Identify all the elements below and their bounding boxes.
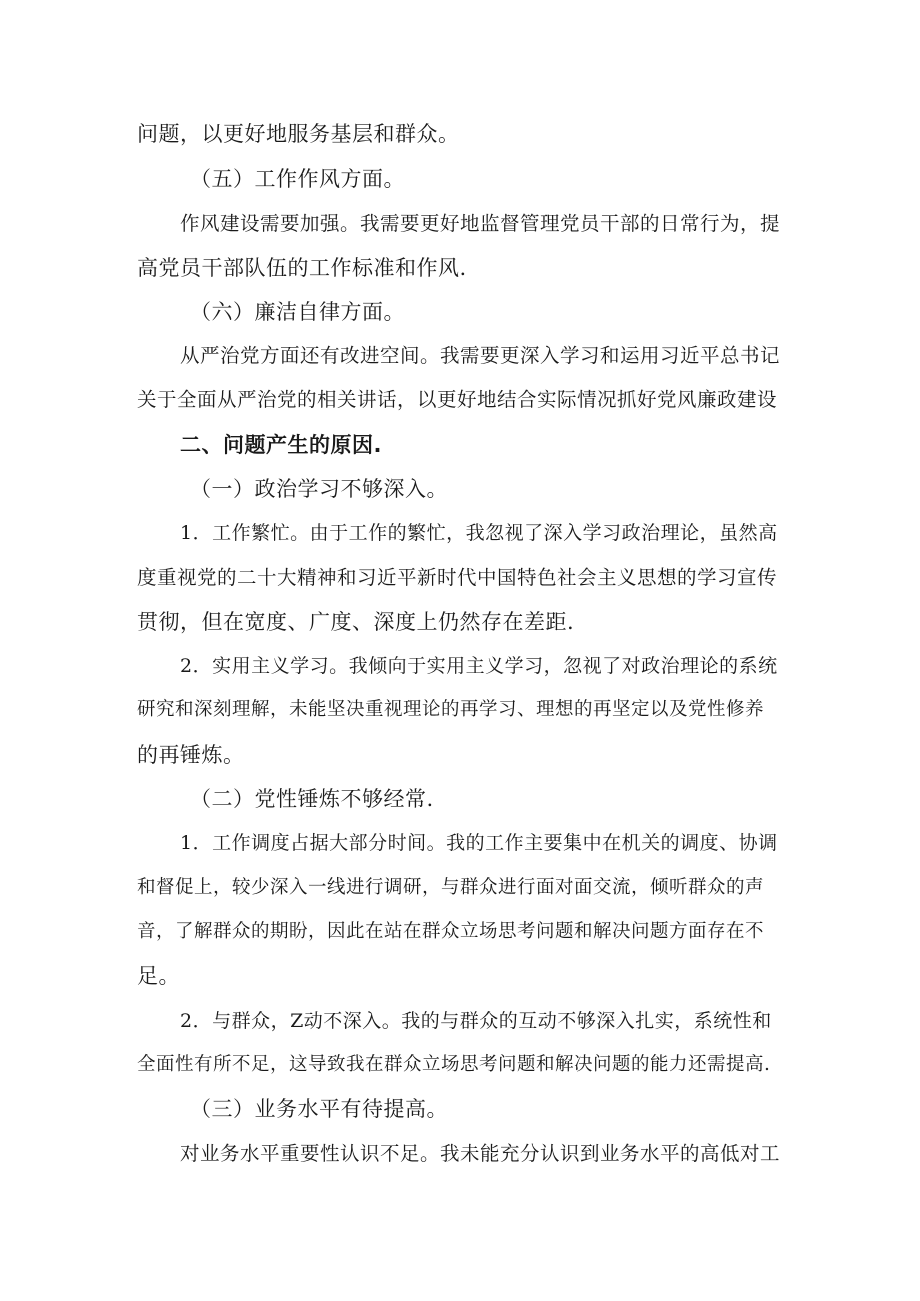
paragraph-line: 1．工作繁忙。由于工作的繁忙，我忽视了深入学习政治理论，虽然高: [180, 522, 778, 544]
section-heading: （二）党性锤炼不够经常.: [190, 787, 434, 811]
paragraph-line: 音，了解群众的期盼，因此在站在群众立场思考问题和解决问题方面存在不: [137, 921, 765, 942]
chapter-heading: 二、问题产生的原因.: [180, 433, 382, 457]
section-heading: （六）廉洁自律方面。: [190, 300, 405, 324]
paragraph-line: 高党员干部队伍的工作标准和作风.: [137, 256, 467, 280]
paragraph-line: 贯彻，但在宽度、广度、深度上仍然存在差距.: [137, 610, 575, 634]
paragraph-line: 对业务水平重要性认识不足。我未能充分认识到业务水平的高低对工: [180, 1142, 781, 1165]
paragraph-line: 2．实用主义学习。我倾向于实用主义学习，忽视了对政治理论的系统: [180, 655, 778, 677]
paragraph-line: 问题，以更好地服务基层和群众。: [137, 122, 460, 146]
paragraph-line: 全面性有所不足，这导致我在群众立场思考问题和解决问题的能力还需提高.: [137, 1054, 771, 1075]
section-heading: （五）工作作风方面。: [190, 167, 405, 191]
paragraph-line: 作风建设需要加强。我需要更好地监督管理党员干部的日常行为，提: [180, 212, 781, 235]
paragraph-line: 从严治党方面还有改进空间。我需要更深入学习和运用习近平总书记: [180, 344, 781, 367]
paragraph-line: 关于全面从严治党的相关讲话，以更好地结合实际情况抓好党风廉政建设: [137, 388, 778, 411]
paragraph-line: 足。: [137, 964, 180, 988]
paragraph-line: 和督促上，较少深入一线进行调研，与群众进行面对面交流，倾听群众的声: [137, 877, 765, 898]
paragraph-line: 度重视党的二十大精神和习近平新时代中国特色社会主义思想的学习宣传: [137, 566, 778, 589]
paragraph-line: 的再锤炼。: [137, 743, 245, 767]
paragraph-line: 2．与群众，Z动不深入。我的与群众的互动不够深入扎实，系统性和: [180, 1010, 772, 1032]
paragraph-line: 1．工作调度占据大部分时间。我的工作主要集中在机关的调度、协调: [180, 832, 778, 854]
section-heading: （三）业务水平有待提高。: [190, 1097, 448, 1121]
section-heading: （一）政治学习不够深入。: [190, 477, 448, 501]
paragraph-line: 研究和深刻理解，未能坚决重视理论的再学习、理想的再坚定以及党性修养: [137, 699, 765, 720]
